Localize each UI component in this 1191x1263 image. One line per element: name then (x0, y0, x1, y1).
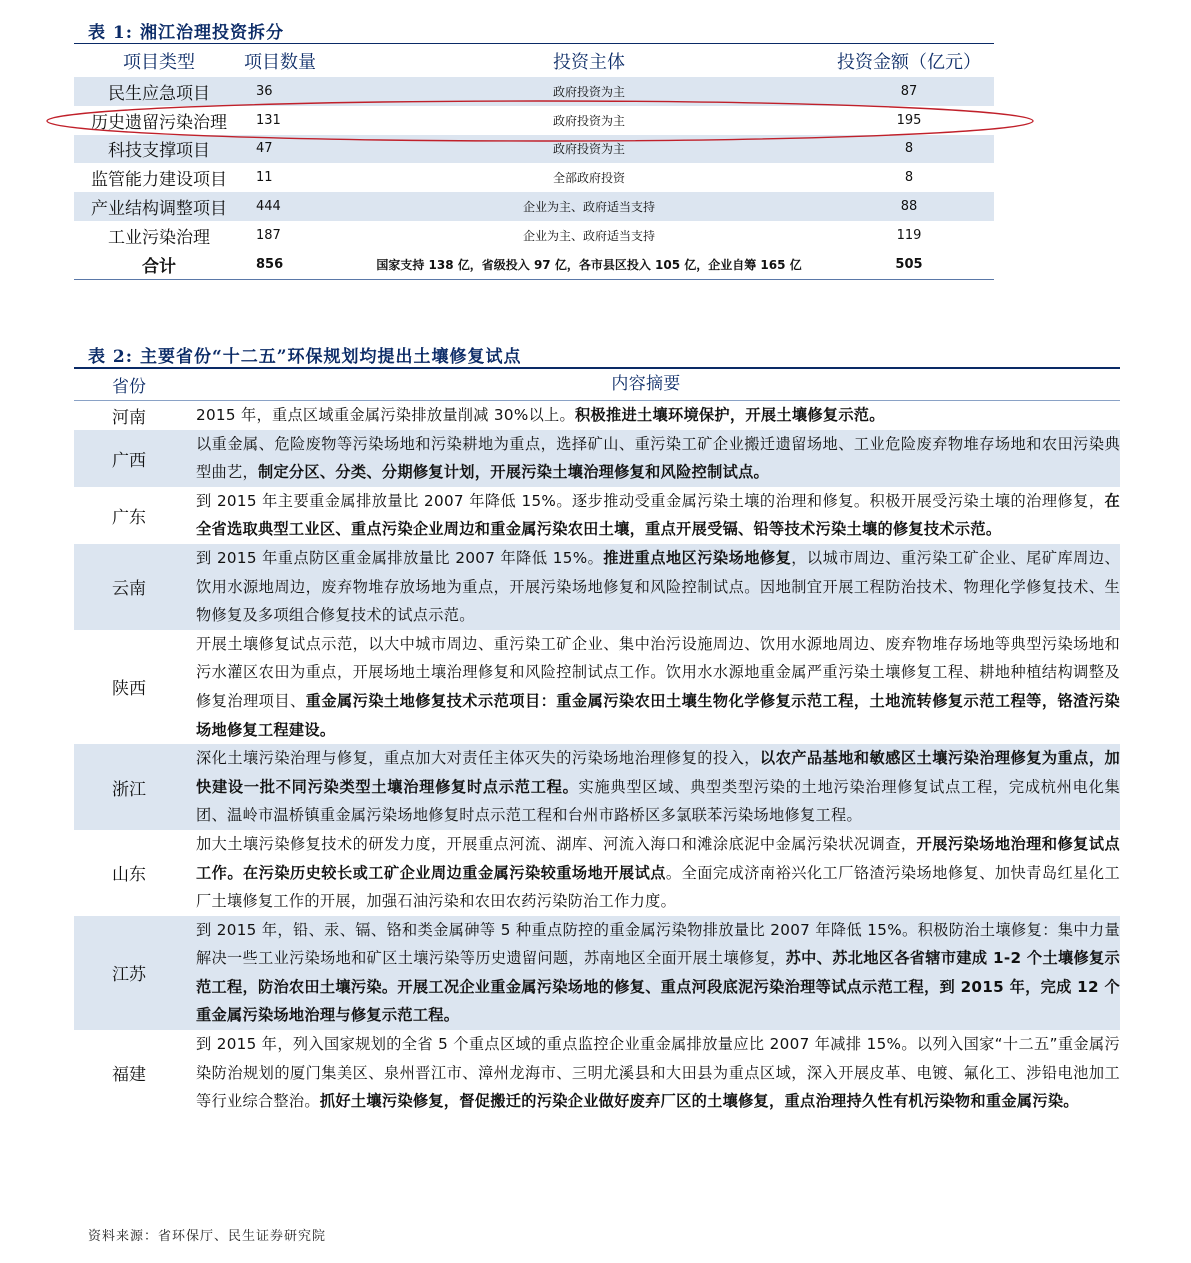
summary-bold-segment: 苏中、苏北地区各省辖市建成 1-2 个土壤修复示范工程，防治农田土壤污染。开展工况企业重金属污染场地的修复、重点河段底泥污染治理等试点示范工程，到 2015 年，完成 12 个重金属污染场地治理与修复示范工程。 (196, 949, 1120, 1025)
table1-row (74, 163, 994, 192)
table2-summary (184, 487, 1120, 544)
table1-cell-amount: 119 (896, 227, 922, 243)
table2-summary (184, 1030, 1120, 1116)
table2-province: 广西 (112, 450, 146, 471)
summary-bold-segment: 开展污染场地治理和修复试点工作。在污染历史较长或工矿企业周边重金属污染较重场地开展试点 (196, 834, 1120, 882)
table2-header-rule (74, 400, 1120, 401)
table2-row (74, 630, 1120, 744)
table1-cell-count: 444 (256, 199, 281, 215)
table2-row (74, 487, 1120, 544)
table1-header-investor: 投资主体 (553, 51, 625, 73)
table1-cell-amount: 195 (896, 112, 922, 128)
table2-row (74, 916, 1120, 1030)
summary-segment: 深化土壤污染治理与修复，重点加大对责任主体灭失的污染场地治理修复的投入， (196, 749, 760, 768)
table2-summary (184, 744, 1120, 830)
table1-cell-amount: 8 (904, 170, 914, 186)
table2-header-row (74, 368, 1120, 400)
summary-bold-segment: 重金属污染土地修复技术示范项目：重金属污染农田土壤生物化学修复示范工程，土地流转修复示范工程等，铬渣污染场地修复工程建设。 (196, 691, 1120, 739)
table1-cell-count: 187 (256, 227, 281, 243)
table2-row (74, 744, 1120, 830)
table1-bottom-rule (74, 279, 994, 280)
table1-cell-investor: 企业为主、政府适当支持 (522, 228, 655, 243)
table2-province: 福建 (112, 1065, 146, 1086)
summary-bold-segment: 在全省选取典型工业区、重点污染企业周边和重金属污染农田土壤，重点开展受镉、铅等技术污染土壤的修复技术示范。 (196, 491, 1120, 539)
table2-row (74, 1030, 1120, 1116)
source-note: 资料来源：省环保厅、民生证券研究院 (88, 1229, 327, 1244)
table2-caption: 表 2: 主要省份“十二五”环保规划均提出土壤修复试点 (88, 347, 522, 367)
table1-cell-amount: 87 (900, 83, 918, 99)
table1-cell-count: 47 (256, 141, 273, 157)
table2-summary (184, 544, 1120, 630)
table2-province: 浙江 (112, 779, 146, 800)
table2-header-summary: 内容摘要 (611, 373, 681, 394)
table1-caption: 表 1: 湘江治理投资拆分 (88, 23, 284, 43)
table2-province: 广东 (112, 507, 146, 528)
table2-summary (184, 401, 1120, 430)
table2-row (74, 430, 1120, 487)
table2-header-province: 省份 (112, 376, 146, 397)
table2 (74, 368, 1120, 1116)
table1-cell-type: 民生应急项目 (108, 83, 210, 104)
summary-bold-segment: 制定分区、分类、分期修复计划，开展污染土壤治理修复和风险控制试点。 (257, 463, 770, 482)
table2-province: 陕西 (112, 679, 146, 700)
summary-segment: 加大土壤污染修复技术的研发力度，开展重点河流、湖库、河流入海口和滩涂底泥中金属污染状况调查， (196, 834, 917, 853)
table2-province: 云南 (112, 579, 146, 600)
summary-segment: 到 2015 年，铅、汞、镉、铬和类金属砷等 5 种重点防控的重金属污染物排放量比 2007 年降低 15%。积极防治土壤修复：集中力量解决一些工业污染场地和矿区土壤污染等历史遗留问题，苏南地区全面开展土壤修复， (196, 920, 1120, 968)
table1-header-count: 项目数量 (244, 51, 316, 73)
table1-header-row (74, 44, 994, 77)
summary-segment: 。全面完成济南裕兴化工厂铬渣污染场地修复、加快青岛红星化工厂土壤修复工作的开展，加强石油污染和农田农药污染防治工作力度。 (196, 863, 1120, 911)
summary-segment: 到 2015 年，列入国家规划的全省 5 个重点区域的重点监控企业重金属排放量应比 2007 年减排 15%。以列入国家“十二五”重金属污染防治规划的厦门集美区、泉州晋江市、漳州龙海市、三明尤溪县和大田县为重点区域，深入开展皮革、电镀、氟化工、涉铅电池加工等行业综合整治。 (196, 1035, 1120, 1111)
table2-summary (184, 430, 1120, 487)
table1-row (74, 192, 994, 221)
table2-province: 河南 (112, 407, 146, 428)
table1-header-type: 项目类型 (123, 51, 195, 73)
table2-body (74, 401, 1120, 1116)
table2-row (74, 401, 1120, 430)
table1-total-row (74, 250, 994, 279)
table1-row (74, 221, 994, 250)
table1-cell-investor: 政府投资为主 (552, 84, 625, 99)
summary-segment: 2015 年，重点区域重金属污染排放量削减 30%以上。 (196, 406, 576, 424)
table2-row (74, 830, 1120, 916)
table1-total-cell-type: 合计 (142, 256, 176, 277)
table2-row (74, 544, 1120, 630)
table1-cell-type: 监管能力建设项目 (91, 170, 227, 191)
table1-total-cell-investor: 国家支持 138 亿，省级投入 97 亿，各市县区投入 105 亿，企业自筹 165 亿 (376, 257, 802, 272)
table1-cell-investor: 政府投资为主 (552, 142, 625, 157)
table1-cell-amount: 88 (900, 199, 918, 215)
table1-cell-count: 131 (256, 112, 281, 128)
table1-total-cell-amount: 505 (895, 256, 923, 272)
table1-cell-amount: 8 (904, 141, 914, 157)
summary-segment: 实施典型区域、典型类型污染的土地污染治理修复试点工程，完成杭州电化集团、温岭市温桥镇重金属污染场地修复时点示范工程和台州市路桥区多氯联苯污染场地修复工程。 (196, 777, 1120, 825)
table1-cell-type: 科技支撑项目 (108, 141, 210, 162)
table2-summary (184, 916, 1120, 1030)
summary-segment: 开展土壤修复试点示范，以大中城市周边、重污染工矿企业、集中治污设施周边、饮用水源地周边、废弃物堆存场地等典型污染场地和污水灌区农田为重点，开展场地土壤治理修复和风险控制试点工作。饮用水水源地重金属严重污染土壤修复工程、耕地种植结构调整及修复治理项目、 (196, 634, 1120, 710)
summary-bold-segment: 推进重点地区污染场地修复 (603, 548, 792, 567)
summary-bold-segment: 以农产品基地和敏感区土壤污染治理修复为重点，加快建设一批不同污染类型土壤治理修复时点示范工程。 (196, 749, 1120, 796)
table2-province: 山东 (112, 865, 146, 886)
table1-cell-count: 11 (256, 170, 273, 186)
summary-segment: 到 2015 年主要重金属排放量比 2007 年降低 15%。逐步推动受重金属污染土壤的治理和修复。积极开展受污染土壤的治理修复， (196, 491, 1105, 510)
summary-segment: ，以城市周边、重污染工矿企业、尾矿库周边、饮用水源地周边，废弃物堆存放场地为重点，开展污染场地修复和风险控制试点。因地制宜开展工程防治技术、物理化学修复技术、生物修复及多项组合修复技术的试点示范。 (196, 548, 1120, 625)
highlight-ellipse (44, 99, 1036, 143)
summary-bold-segment: 积极推进土壤环境保护，开展土壤修复示范。 (575, 406, 885, 424)
table1-cell-type: 工业污染治理 (108, 227, 210, 248)
summary-segment: 以重金属、危险废物等污染场地和污染耕地为重点，选择矿山、重污染工矿企业搬迁遗留场地、工业危险废弃物堆存场地和农田污染典型曲艺， (196, 434, 1120, 482)
table2-province: 江苏 (112, 965, 146, 986)
table1-cell-count: 36 (256, 83, 273, 99)
table2-summary (184, 630, 1120, 744)
table1-header-amount: 投资金额（亿元） (837, 51, 981, 73)
table1-cell-type: 历史遗留污染治理 (91, 112, 227, 133)
table1-cell-investor: 政府投资为主 (552, 113, 625, 128)
summary-segment: 到 2015 年重点防区重金属排放量比 2007 年降低 15%。 (196, 548, 604, 567)
table1-cell-type: 产业结构调整项目 (91, 199, 227, 220)
table1-cell-investor: 企业为主、政府适当支持 (522, 200, 655, 215)
table2-summary (184, 830, 1120, 916)
table1 (74, 44, 994, 279)
table1-cell-investor: 全部政府投资 (552, 171, 625, 186)
table1-total-cell-count: 856 (256, 256, 284, 272)
summary-bold-segment: 抓好土壤污染修复，督促搬迁的污染企业做好废弃厂区的土壤修复，重点治理持久性有机污染物和重金属污染。 (319, 1092, 1079, 1111)
